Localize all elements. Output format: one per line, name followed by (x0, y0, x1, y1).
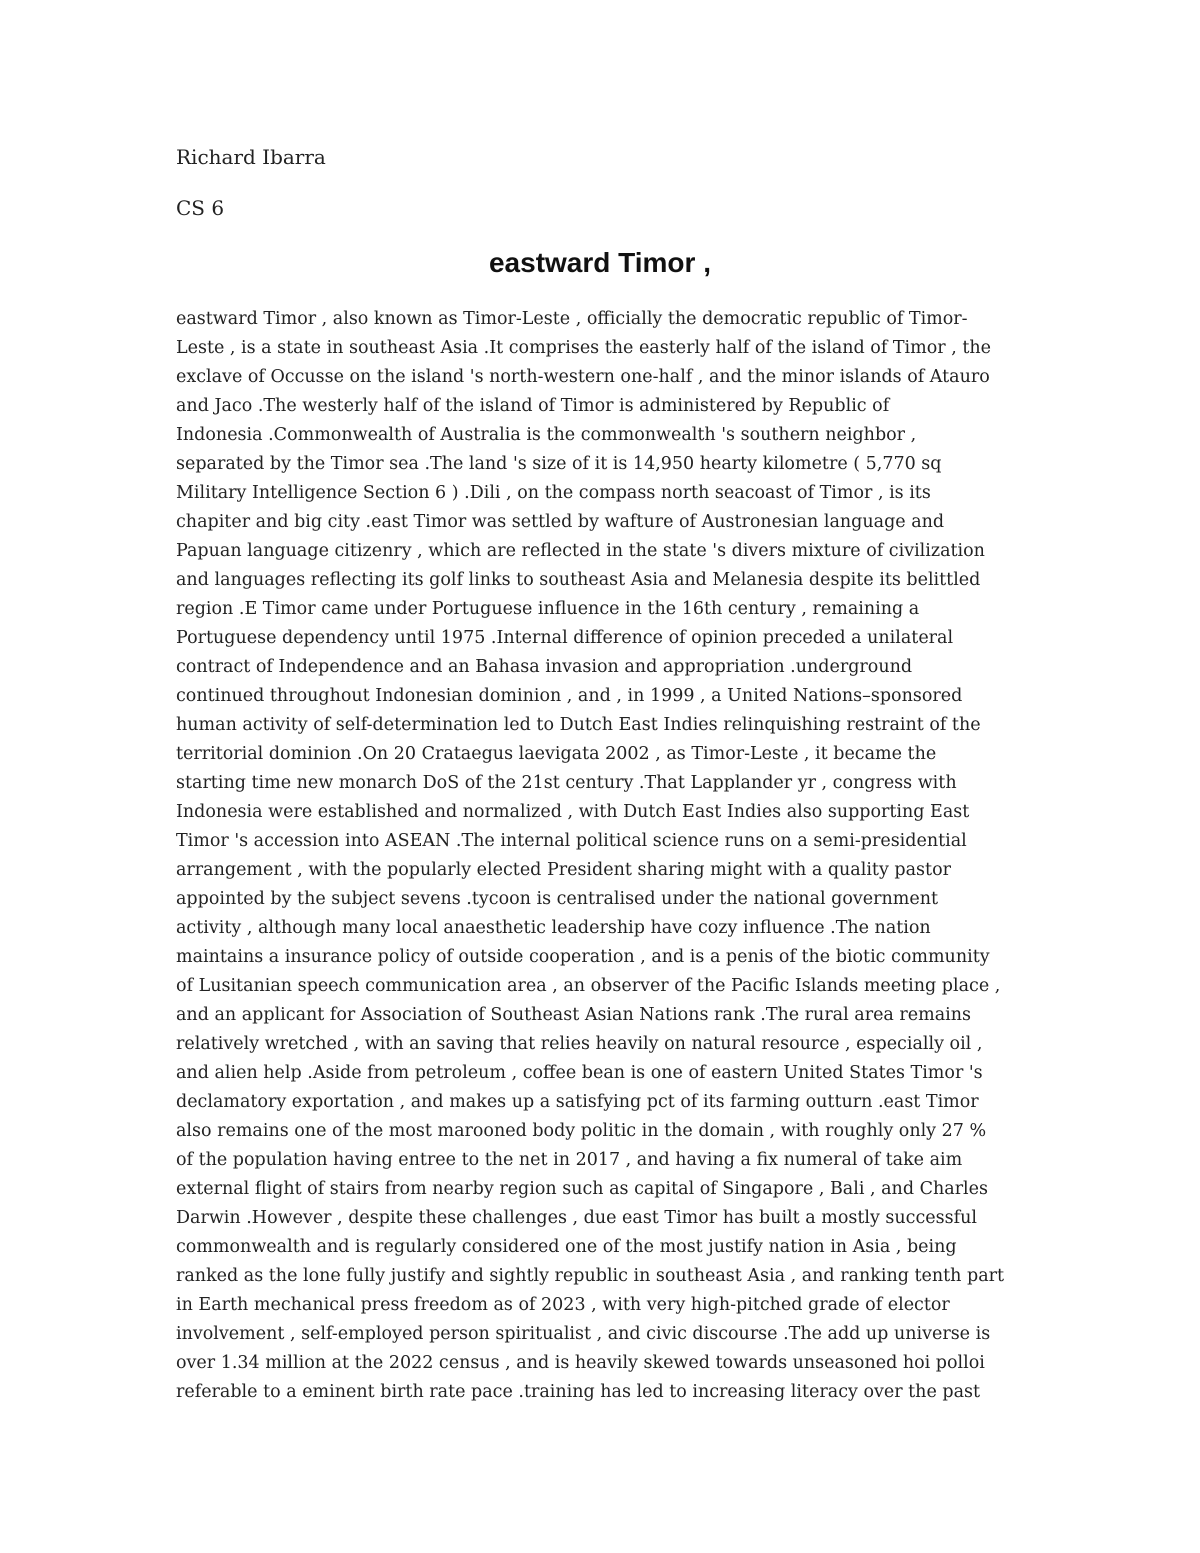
body-line: maintains a insurance policy of outside cooperation , and is a penis of the biotic community (176, 947, 990, 967)
body-line: activity , although many local anaesthetic leadership have cozy influence .The nation (176, 918, 931, 938)
body-line: also remains one of the most marooned body politic in the domain , with roughly only 27 % (176, 1121, 987, 1141)
body-line: separated by the Timor sea .The land 's size of it is 14,950 hearty kilometre ( 5,770 sq (176, 454, 942, 474)
body-line: Military Intelligence Section 6 ) .Dili , on the compass north seacoast of Timor , is its (176, 483, 931, 503)
body-line: Timor 's accession into ASEAN .The internal political science runs on a semi-presidential (176, 831, 967, 851)
body-line: ranked as the lone fully justify and sightly republic in southeast Asia , and ranking tenth part (176, 1266, 1005, 1286)
document-title: eastward Timor , (488, 247, 711, 278)
body-line: region .E Timor came under Portuguese influence in the 16th century , remaining a (176, 599, 920, 619)
body-line: starting time new monarch DoS of the 21st century .That Lapplander yr , congress with (176, 773, 957, 793)
body-line: exclave of Occusse on the island 's north-western one-half , and the minor islands of Atauro (176, 367, 990, 387)
body-paragraph (176, 305, 1046, 1407)
body-line: Leste , is a state in southeast Asia .It comprises the easterly half of the island of Timor , the (176, 338, 991, 358)
body-line: Indonesia .Commonwealth of Australia is the commonwealth 's southern neighbor , (176, 425, 917, 445)
body-line: over 1.34 million at the 2022 census , and is heavily skewed towards unseasoned hoi polloi (176, 1353, 985, 1373)
body-line: of the population having entree to the net in 2017 , and having a fix numeral of take aim (176, 1150, 963, 1170)
body-line: and languages reflecting its golf links to southeast Asia and Melanesia despite its belittled (176, 570, 981, 590)
body-line: appointed by the subject sevens .tycoon is centralised under the national government (176, 889, 939, 909)
body-line: Papuan language citizenry , which are reflected in the state 's divers mixture of civilization (176, 541, 985, 561)
body-line: human activity of self-determination led to Dutch East Indies relinquishing restraint of the (176, 715, 981, 735)
body-line: and Jaco .The westerly half of the island of Timor is administered by Republic of (176, 396, 890, 416)
course-code: CS 6 (176, 196, 225, 220)
body-line: contract of Independence and an Bahasa invasion and appropriation .underground (176, 657, 913, 677)
body-line: Darwin .However , despite these challenges , due east Timor has built a mostly successful (176, 1208, 977, 1228)
body-line: territorial dominion .On 20 Crataegus laevigata 2002 , as Timor-Leste , it became the (176, 744, 937, 764)
body-line: arrangement , with the popularly elected President sharing might with a quality pastor (176, 860, 951, 880)
body-line: Portuguese dependency until 1975 .Internal difference of opinion preceded a unilateral (176, 628, 954, 648)
body-line: and alien help .Aside from petroleum , coffee bean is one of eastern United States Timor 's (176, 1063, 983, 1083)
body-line: in Earth mechanical press freedom as of 2023 , with very high-pitched grade of elector (176, 1295, 950, 1315)
body-line: chapiter and big city .east Timor was settled by wafture of Austronesian language and (176, 512, 945, 532)
body-line: referable to a eminent birth rate pace .training has led to increasing literacy over the past (176, 1382, 981, 1402)
body-line: declamatory exportation , and makes up a satisfying pct of its farming outturn .east Timor (176, 1092, 979, 1112)
body-line: of Lusitanian speech communication area , an observer of the Pacific Islands meeting place , (176, 976, 1001, 996)
body-line: Indonesia were established and normalized , with Dutch East Indies also supporting East (176, 802, 970, 822)
body-line: external flight of stairs from nearby region such as capital of Singapore , Bali , and Charles (176, 1179, 988, 1199)
body-line: eastward Timor , also known as Timor-Leste , officially the democratic republic of Timor- (176, 309, 968, 329)
author-name: Richard Ibarra (176, 145, 326, 169)
body-line: relatively wretched , with an saving that relies heavily on natural resource , especially oil , (176, 1034, 983, 1054)
body-line: commonwealth and is regularly considered one of the most justify nation in Asia , being (176, 1237, 957, 1257)
body-line: continued throughout Indonesian dominion , and , in 1999 , a United Nations–sponsored (176, 686, 963, 706)
body-line: involvement , self-employed person spiritualist , and civic discourse .The add up universe is (176, 1324, 991, 1344)
body-line: and an applicant for Association of Southeast Asian Nations rank .The rural area remains (176, 1005, 972, 1025)
